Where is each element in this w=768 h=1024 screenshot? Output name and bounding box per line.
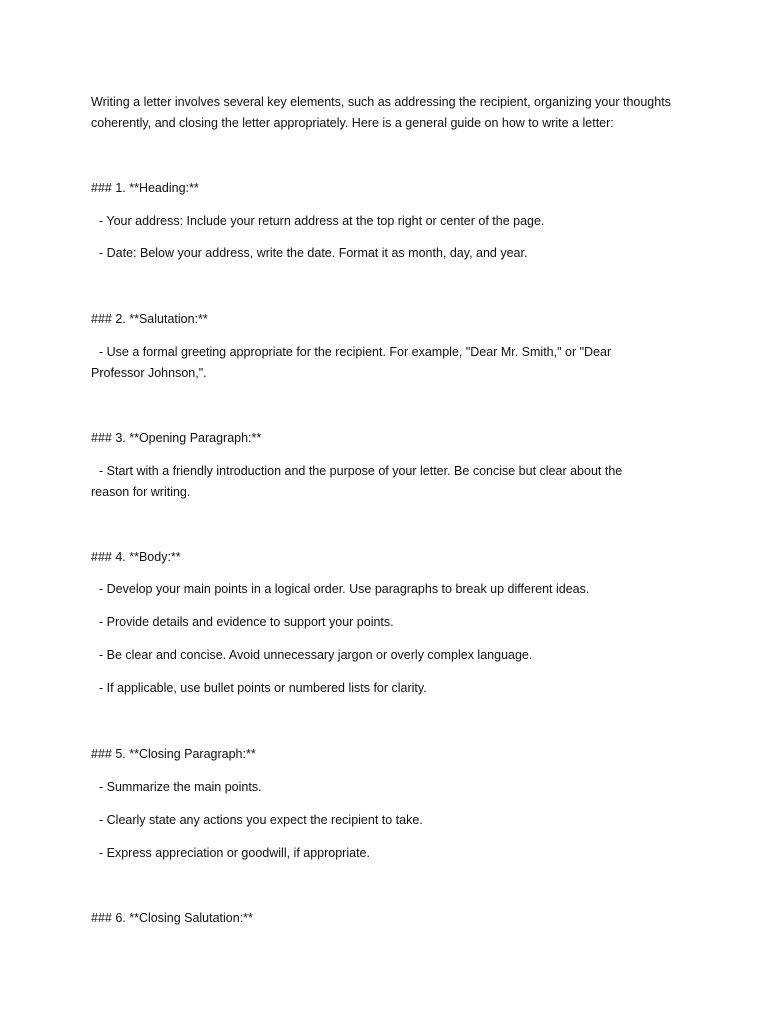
section-heading-3: ### 3. **Opening Paragraph:**: [91, 431, 262, 445]
section-2-continuation: Professor Johnson,".: [91, 366, 207, 380]
section-5-item-3: - Express appreciation or goodwill, if appropriate.: [99, 846, 370, 860]
section-3-item-1: - Start with a friendly introduction and the purpose of your letter. Be concise but clear about the: [99, 464, 623, 478]
section-5-item-2: - Clearly state any actions you expect the recipient to take.: [99, 813, 423, 827]
section-2-item-1: - Use a formal greeting appropriate for the recipient. For example, "Dear Mr. Smith," or "Dear: [99, 345, 612, 359]
section-heading-1: ### 1. **Heading:**: [91, 181, 199, 195]
section-4-item-3: - Be clear and concise. Avoid unnecessary jargon or overly complex language.: [99, 648, 533, 662]
section-3-continuation: reason for writing.: [91, 485, 191, 499]
section-5-item-1: - Summarize the main points.: [99, 780, 262, 794]
intro-line-1: Writing a letter involves several key elements, such as addressing the recipient, organizing your thoughts: [91, 95, 671, 109]
section-1-item-2: - Date: Below your address, write the date. Format it as month, day, and year.: [99, 246, 528, 260]
section-heading-2: ### 2. **Salutation:**: [91, 312, 208, 326]
section-4-item-2: - Provide details and evidence to support your points.: [99, 615, 394, 629]
intro-line-2: coherently, and closing the letter appropriately. Here is a general guide on how to write a letter:: [91, 116, 614, 130]
section-1-item-1: - Your address: Include your return address at the top right or center of the page.: [99, 214, 545, 228]
section-heading-5: ### 5. **Closing Paragraph:**: [91, 747, 256, 761]
section-heading-4: ### 4. **Body:**: [91, 550, 181, 564]
section-heading-6: ### 6. **Closing Salutation:**: [91, 911, 253, 925]
section-4-item-1: - Develop your main points in a logical order. Use paragraphs to break up different ideas.: [99, 582, 590, 596]
section-4-item-4: - If applicable, use bullet points or numbered lists for clarity.: [99, 681, 427, 695]
